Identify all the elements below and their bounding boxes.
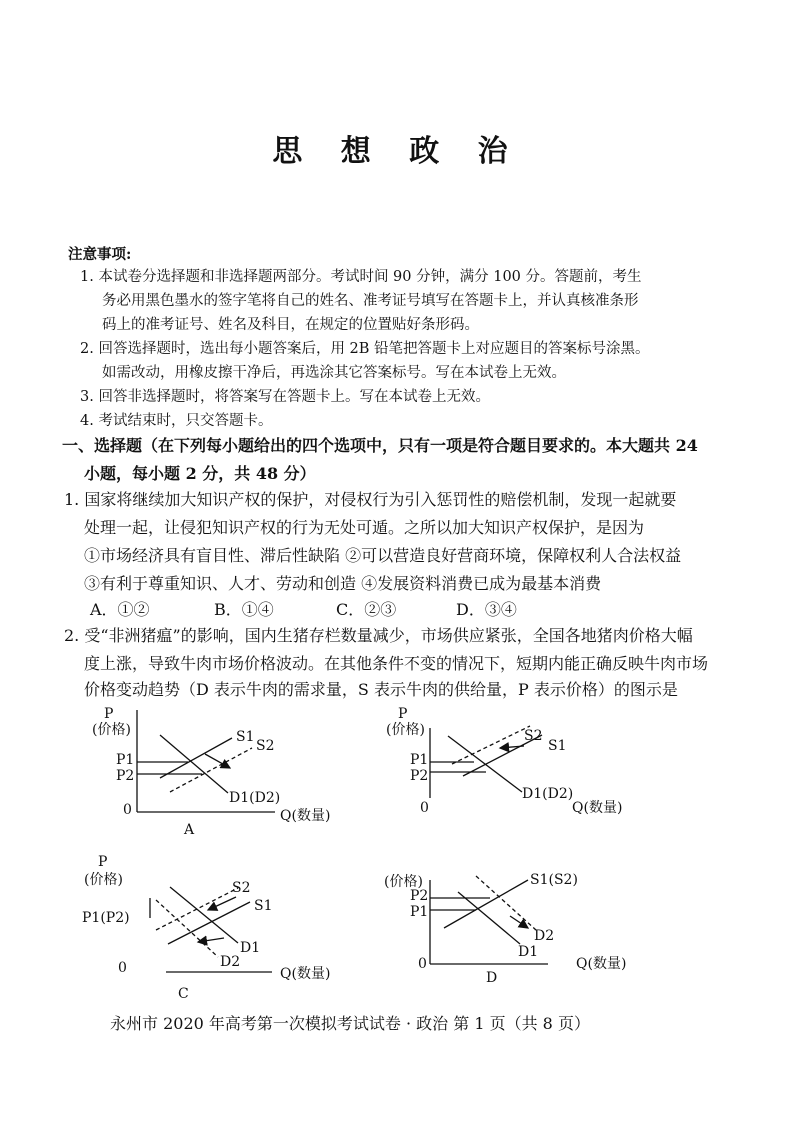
graph-c-p12: P1(P2) [82, 910, 130, 926]
graph-b-d: D1(D2) [522, 786, 574, 802]
graph-a-caption: A [184, 822, 195, 838]
graph-b-p-label: P [398, 706, 408, 722]
note-line: 3. 回答非选择题时，将答案写在答题卡上。写在本试卷上无效。 [80, 389, 490, 405]
section-heading: 一、选择题（在下列每小题给出的四个选项中，只有一项是符合题目要求的。本大题共 24 [62, 436, 698, 455]
graph-b-s2: S2 [524, 728, 543, 744]
question-1-line: 1. 国家将继续加大知识产权的保护，对侵权行为引入惩罚性的赔偿机制，发现一起就要 [64, 490, 677, 509]
graph-c-s-arrow [208, 897, 236, 910]
graph-c-d1-line [170, 887, 238, 943]
graph-c-price-label: (价格) [84, 872, 123, 888]
graph-c-p-label: P [98, 854, 108, 870]
section-heading-cont: 小题，每小题 2 分，共 48 分） [84, 464, 316, 483]
page-footer: 永州市 2020 年高考第一次模拟考试试卷 · 政治 第 1 页（共 8 页） [110, 1014, 590, 1033]
option-c: C．②③ [336, 600, 397, 619]
note-line: 2. 回答选择题时，选出每小题答案后，用 2B 铅笔把答题卡上对应题目的答案标号涂黑。 [80, 341, 650, 357]
graph-b-p1: P1 [410, 752, 429, 768]
graph-d-s12: S1(S2) [530, 872, 578, 888]
note-line: 码上的准考证号、姓名及科目，在规定的位置贴好条形码。 [102, 317, 479, 333]
option-a: A．①② [90, 600, 150, 619]
graph-c-s1-line [168, 902, 250, 944]
question-1-line: 处理一起，让侵犯知识产权的行为无处可遁。之所以加大知识产权保护，是因为 [84, 518, 645, 537]
graph-c-d1: D1 [240, 940, 261, 956]
graph-a-p2: P2 [116, 768, 135, 784]
graph-a-p1: P1 [116, 752, 135, 768]
graph-d-p1: P1 [410, 904, 429, 920]
graph-b-s2-line [452, 726, 530, 764]
graph-c-s2: S2 [232, 880, 251, 896]
graph-d-origin: 0 [418, 956, 427, 972]
graph-d-price-label: (价格) [384, 874, 423, 890]
question-2-line: 2. 受“非洲猪瘟”的影响，国内生猪存栏数量减少，市场供应紧张，全国各地猪肉价格大幅 [64, 626, 693, 645]
graph-a-price-label: (价格) [92, 722, 131, 738]
graph-c-origin: 0 [118, 960, 127, 976]
note-line: 4. 考试结束时，只交答题卡。 [80, 413, 273, 429]
note-line: 务必用黑色墨水的签字笔将自己的姓名、准考证号填写在答题卡上，并认真核准条形 [102, 293, 639, 309]
question-1-line: ①市场经济具有盲目性、滞后性缺陷 ②可以营造良好营商环境，保障权利人合法权益 [84, 546, 682, 565]
graph-d-caption: D [486, 970, 498, 986]
graph-c-d-arrow [198, 938, 224, 942]
graph-b-origin: 0 [420, 800, 429, 816]
graph-d-arrow [510, 916, 528, 928]
graph-a-s2: S2 [256, 738, 275, 754]
graph-c-qty: Q(数量) [280, 966, 331, 982]
note-line: 1. 本试卷分选择题和非选择题两部分。考试时间 90 分钟，满分 100 分。答题前，考生 [80, 269, 642, 285]
graph-a-demand-line [160, 735, 228, 793]
page-title: 思 想 政 治 [272, 134, 522, 169]
graph-a-p-label: P [104, 706, 114, 722]
graph-b-arrow [500, 746, 524, 748]
graph-a-arrow [205, 754, 230, 768]
notes-heading: 注意事项: [68, 246, 132, 263]
graph-a-s1: S1 [236, 729, 255, 745]
option-d: D．③④ [456, 600, 517, 619]
graph-a-d: D1(D2) [229, 790, 281, 806]
option-b: B．①④ [214, 600, 274, 619]
note-line: 如需改动，用橡皮擦干净后，再选涂其它答案标号。写在本试卷上无效。 [102, 365, 566, 381]
graph-b-p2: P2 [410, 768, 429, 784]
graph-d-d1-line [458, 892, 520, 944]
graph-d-d1: D1 [518, 944, 539, 960]
graph-d-qty: Q(数量) [576, 956, 627, 972]
graph-a-origin: 0 [123, 802, 132, 818]
graph-d-s-line [444, 880, 528, 928]
graph-d-p2: P2 [410, 888, 429, 904]
graph-b-s1: S1 [548, 738, 567, 754]
graph-c-d2: D2 [220, 954, 241, 970]
graph-c-s1: S1 [254, 898, 273, 914]
question-2-line: 价格变动趋势（D 表示牛肉的需求量，S 表示牛肉的供给量，P 表示价格）的图示是 [84, 680, 678, 699]
graph-d-d2: D2 [534, 928, 555, 944]
graph-c-caption: C [178, 986, 189, 1002]
graph-c-d2-line [156, 900, 218, 957]
graph-d-d2-line [476, 876, 536, 930]
graph-b-price-label: (价格) [386, 722, 425, 738]
question-2-line: 度上涨，导致牛肉市场价格波动。在其他条件不变的情况下，短期内能正确反映牛肉市场 [84, 654, 709, 673]
graph-b-qty: Q(数量) [572, 800, 623, 816]
graph-a-qty: Q(数量) [280, 808, 331, 824]
question-1-line: ③有利于尊重知识、人才、劳动和创造 ④发展资料消费已成为最基本消费 [84, 574, 602, 593]
